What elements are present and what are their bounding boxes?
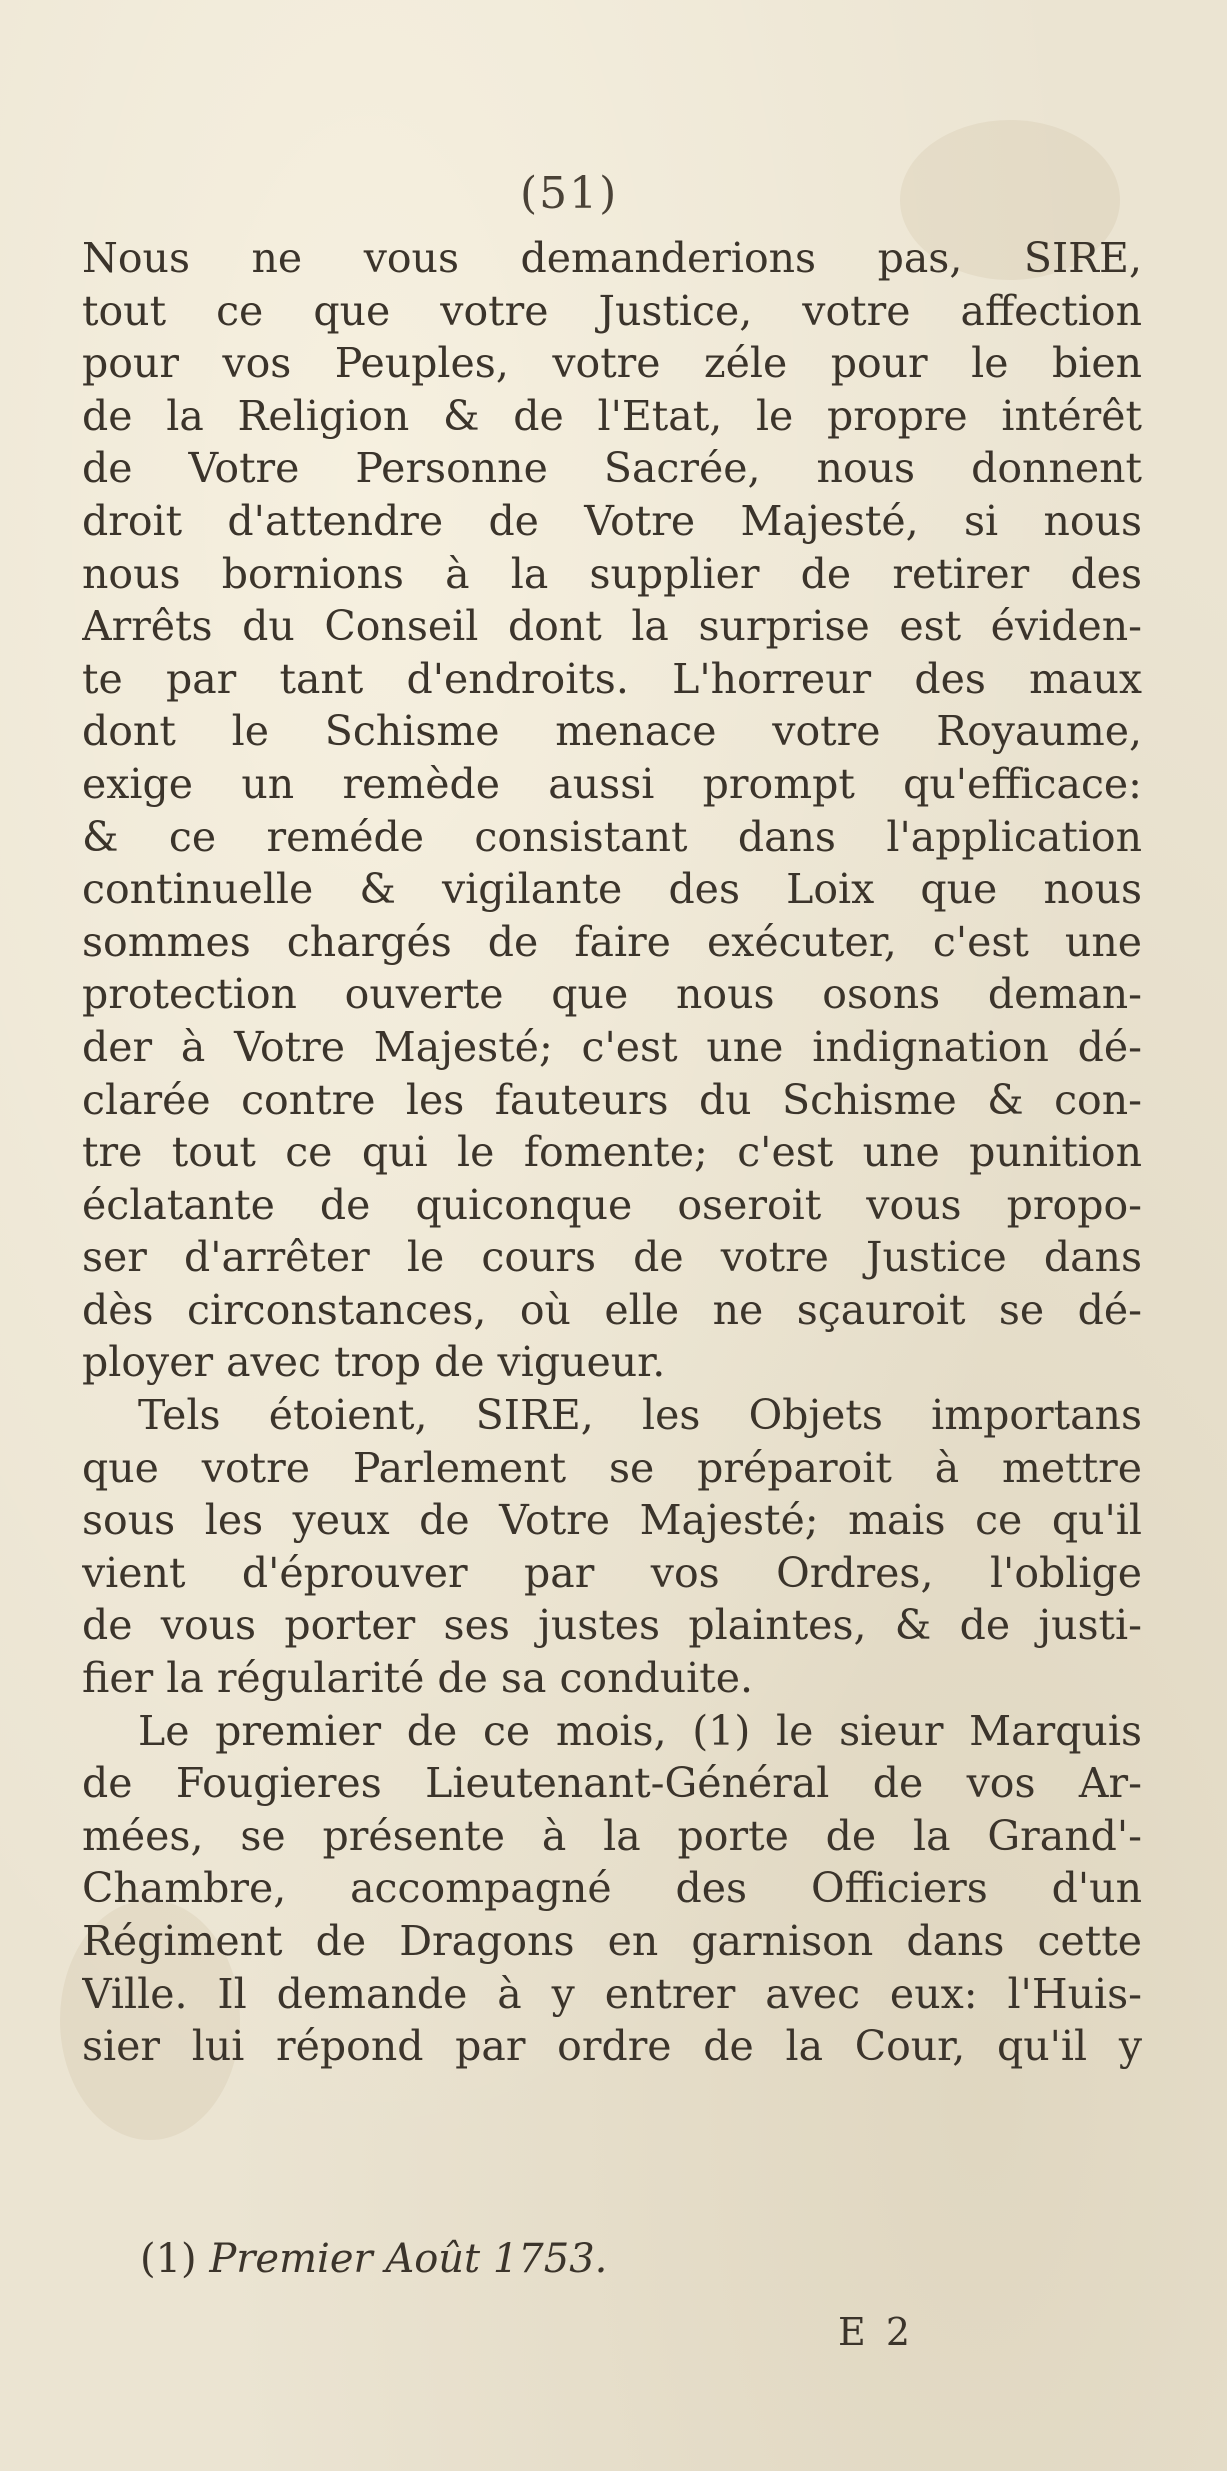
text-line: continuelle & vigilante des Loix que nous	[82, 865, 1142, 914]
text-line: éclatante de quiconque oseroit vous propo-	[82, 1180, 1142, 1229]
text-line: Arrêts du Conseil dont la surprise est éviden-	[82, 602, 1142, 651]
text-line: dont le Schisme menace votre Royaume,	[82, 707, 1142, 756]
text-line: ployer avec trop de vigueur.	[82, 1338, 666, 1387]
text-line: Régiment de Dragons en garnison dans cette	[82, 1917, 1142, 1965]
text-line: clarée contre les fauteurs du Schisme & con-	[82, 1075, 1142, 1124]
text-line: dès circonstances, où elle ne sçauroit se dé-	[82, 1285, 1142, 1334]
text-line: de Fougieres Lieutenant-Général de vos Ar-	[82, 1759, 1142, 1808]
text-line: que votre Parlement se préparoit à mettre	[82, 1443, 1142, 1492]
text-line: ser d'arrêter le cours de votre Justice dans	[82, 1233, 1142, 1282]
text-line: sier lui répond par ordre de la Cour, qu'il y	[82, 2022, 1142, 2071]
text-line: Ville. Il demande à y entrer avec eux: l'Huis-	[82, 1969, 1142, 2018]
text-line: Tels étoient, SIRE, les Objets importans	[138, 1391, 1142, 1440]
text-line: mées, se présente à la porte de la Grand'-	[82, 1811, 1142, 1860]
text-line: Nous ne vous demanderions pas, SIRE,	[82, 234, 1142, 282]
text-line: fier la régularité de sa conduite.	[82, 1654, 754, 1703]
page-number: (51)	[520, 168, 619, 219]
text-line: der à Votre Majesté; c'est une indignation dé-	[82, 1022, 1142, 1071]
text-line: te par tant d'endroits. L'horreur des maux	[82, 654, 1142, 703]
signature-mark: E 2	[838, 2310, 914, 2354]
text-line: sommes chargés de faire exécuter, c'est une	[82, 917, 1142, 966]
footnote-text: Premier Août 1753.	[209, 2236, 608, 2282]
text-line: vient d'éprouver par vos Ordres, l'oblige	[82, 1548, 1142, 1597]
text-line: & ce reméde consistant dans l'application	[82, 812, 1142, 861]
text-line: Chambre, accompagné des Officiers d'un	[82, 1864, 1142, 1913]
text-line: tre tout ce qui le fomente; c'est une punition	[82, 1128, 1142, 1177]
text-line: de Votre Personne Sacrée, nous donnent	[82, 444, 1142, 493]
footnote-marker: (1)	[140, 2236, 197, 2282]
text-line: nous bornions à la supplier de retirer des	[82, 549, 1142, 598]
text-line: droit d'attendre de Votre Majesté, si nous	[82, 496, 1142, 545]
text-line: pour vos Peuples, votre zéle pour le bien	[82, 339, 1142, 388]
text-line: sous les yeux de Votre Majesté; mais ce qu'il	[82, 1496, 1142, 1545]
text-line: tout ce que votre Justice, votre affection	[82, 286, 1142, 335]
text-line: de la Religion & de l'Etat, le propre intérêt	[82, 391, 1142, 440]
text-line: protection ouverte que nous osons deman-	[82, 970, 1142, 1019]
footnote	[140, 2236, 607, 2282]
body-text	[82, 232, 1142, 2073]
text-line: exige un remède aussi prompt qu'efficace:	[82, 759, 1142, 808]
text-line: de vous porter ses justes plaintes, & de justi-	[82, 1601, 1142, 1650]
text-line: Le premier de ce mois, (1) le sieur Marquis	[138, 1706, 1142, 1755]
